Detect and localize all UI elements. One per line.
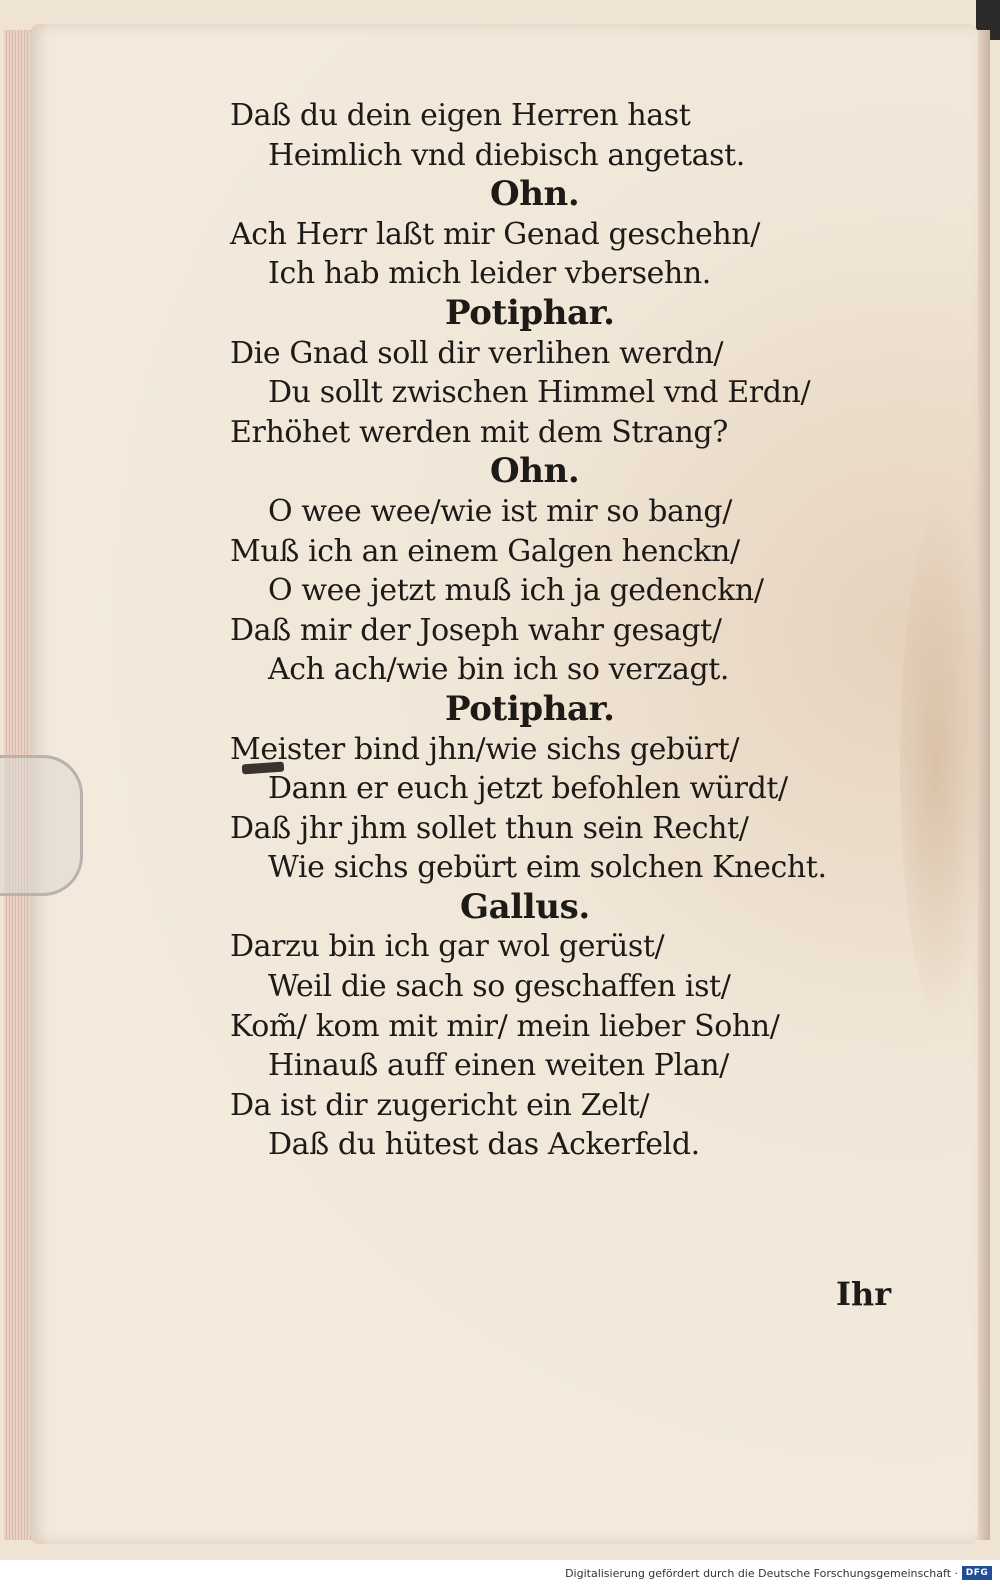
page-clip xyxy=(0,755,83,896)
catchword: Ihr xyxy=(836,1275,892,1313)
verse-line: Meister bind jhn/wie sichs gebürt/ xyxy=(230,731,740,767)
footer-bar xyxy=(0,1560,1000,1590)
verse-line: Darzu bin ich gar wol gerüst/ xyxy=(230,929,665,965)
verse-line: Die Gnad soll dir verlihen werdn/ xyxy=(230,335,724,371)
verse-line: Hinauß auff einen weiten Plan/ xyxy=(268,1048,729,1084)
water-stain xyxy=(900,504,990,1024)
speaker-heading: Potiphar. xyxy=(445,292,615,333)
speaker-heading: Potiphar. xyxy=(445,688,615,729)
verse-line: Ach Herr laßt mir Genad geschehn/ xyxy=(230,216,760,252)
verse-line: Daß du dein eigen Herren hast xyxy=(230,98,691,133)
speaker-heading: Gallus. xyxy=(460,886,590,927)
verse-line: Dann er euch jetzt befohlen würdt/ xyxy=(268,771,788,807)
funding-credit: Digitalisierung gefördert durch die Deutsche Forschungsgemeinschaft · xyxy=(565,1567,958,1580)
verse-line: Ich hab mich leider vbersehn. xyxy=(268,256,711,292)
verse-line: Da ist dir zugericht ein Zelt/ xyxy=(230,1087,650,1123)
verse-line: Daß mir der Joseph wahr gesagt/ xyxy=(230,612,722,648)
verse-line: Du sollt zwischen Himmel vnd Erdn/ xyxy=(268,375,811,411)
verse-line: Heimlich vnd diebisch angetast. xyxy=(268,137,745,173)
verse-line: Kom̃/ kom mit mir/ mein lieber Sohn/ xyxy=(230,1008,780,1044)
speaker-heading: Ohn. xyxy=(490,174,580,215)
verse-line: Daß jhr jhm sollet thun sein Recht/ xyxy=(230,810,749,846)
verse-line: O wee jetzt muß ich ja gedenckn/ xyxy=(268,573,764,609)
verse-line: Wie sichs gebürt eim solchen Knecht. xyxy=(268,850,827,886)
verse-line: Ach ach/wie bin ich so verzagt. xyxy=(268,652,730,688)
speaker-heading: Ohn. xyxy=(490,451,580,492)
verse-line: Muß ich an einem Galgen henckn/ xyxy=(230,533,740,569)
verse-line: Erhöhet werden mit dem Strang? xyxy=(230,414,728,450)
verse-line: Daß du hütest das Ackerfeld. xyxy=(268,1127,700,1163)
dfg-logo-icon: DFG xyxy=(962,1566,992,1580)
verse-line: O wee wee/wie ist mir so bang/ xyxy=(268,493,732,529)
verse-text-block xyxy=(220,96,860,1165)
verse-line: Weil die sach so geschaffen ist/ xyxy=(268,969,731,1005)
